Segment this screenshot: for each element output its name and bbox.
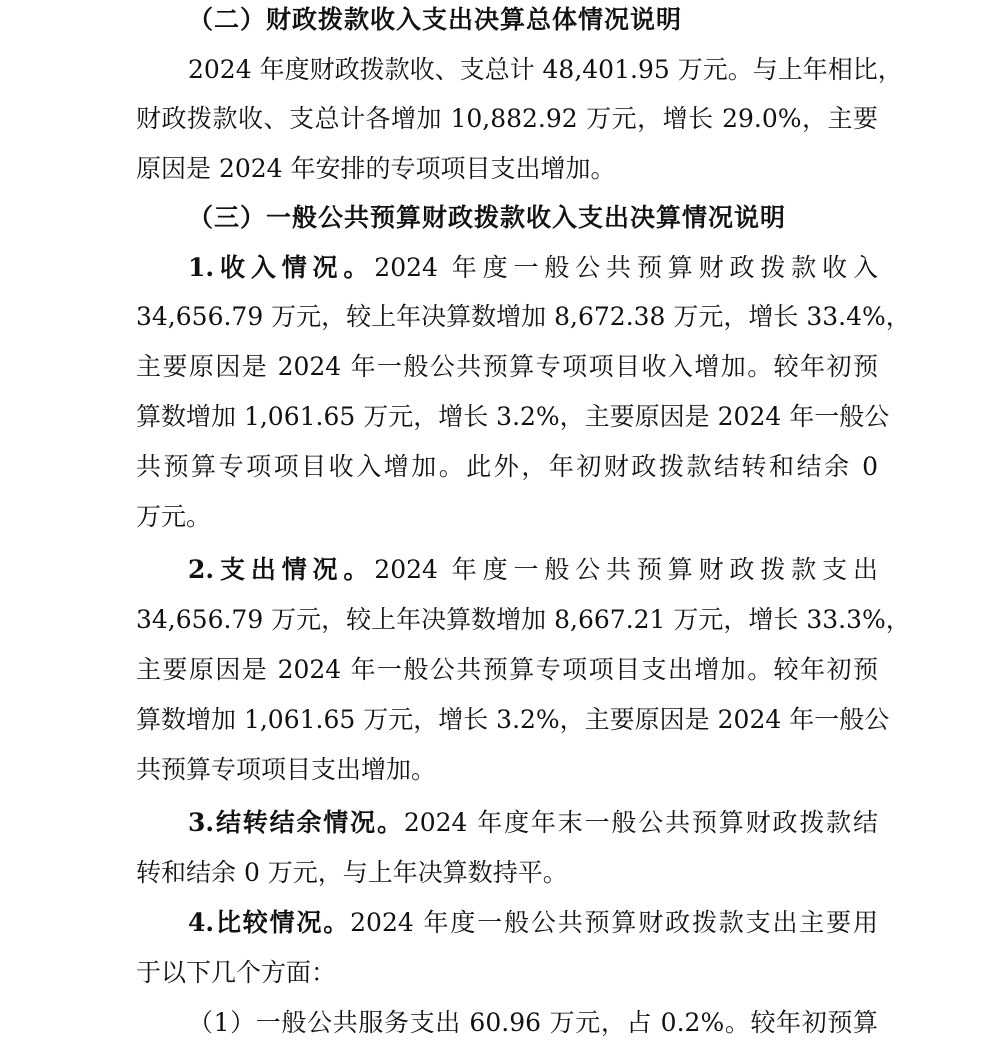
paragraph-line: 共预算专项项目收入增加。此外，年初财政拨款结转和结余 0 xyxy=(136,452,878,481)
paragraph-lead: 2.支出情况。 xyxy=(188,555,375,584)
paragraph-first-rest: 2024 年度一般公共预算财政拨款支出主要用 xyxy=(350,908,878,937)
paragraph-first-rest: 2024 年度年末一般公共预算财政拨款结 xyxy=(403,808,878,837)
paragraph-first-rest: 2024 年度一般公共预算财政拨款支出 xyxy=(374,555,878,584)
paragraph-line: 原因是 2024 年安排的专项项目支出增加。 xyxy=(136,154,616,183)
paragraph-lead: 1.收入情况。 xyxy=(188,253,375,282)
paragraph-line: 算数增加 1,061.65 万元，增长 3.2%，主要原因是 2024 年一般公 xyxy=(136,402,890,431)
list-item-1: （1）一般公共服务支出 60.96 万元，占 0.2%。较年初预算 xyxy=(188,1008,878,1037)
paragraph-line: 算数增加 1,061.65 万元，增长 3.2%，主要原因是 2024 年一般公 xyxy=(136,705,890,734)
paragraph-first-line xyxy=(188,903,878,943)
paragraph-line: 2024 年度财政拨款收、支总计 48,401.95 万元。与上年相比， xyxy=(188,55,903,84)
paragraph-line: 财政拨款收、支总计各增加 10,882.92 万元，增长 29.0%，主要 xyxy=(136,104,878,133)
section-heading-2: （二）财政拨款收入支出决算总体情况说明 xyxy=(188,5,683,34)
paragraph-first-line xyxy=(188,803,878,843)
paragraph-line: 34,656.79 万元，较上年决算数增加 8,672.38 万元，增长 33.4%， xyxy=(136,302,911,331)
paragraph-line: 万元。 xyxy=(136,502,212,531)
paragraph-line: 于以下几个方面： xyxy=(136,958,337,987)
paragraph-line: 主要原因是 2024 年一般公共预算专项项目收入增加。较年初预 xyxy=(136,352,878,381)
paragraph-first-line xyxy=(188,248,878,288)
paragraph-line: 共预算专项项目支出增加。 xyxy=(136,755,437,784)
paragraph-line: 转和结余 0 万元，与上年决算数持平。 xyxy=(136,858,568,887)
paragraph-lead: 4.比较情况。 xyxy=(188,908,351,937)
paragraph-first-line xyxy=(188,550,878,590)
paragraph-lead: 3.结转结余情况。 xyxy=(188,808,404,837)
paragraph-line: 主要原因是 2024 年一般公共预算专项项目支出增加。较年初预 xyxy=(136,655,878,684)
paragraph-first-rest: 2024 年度一般公共预算财政拨款收入 xyxy=(374,253,878,282)
paragraph-line: 34,656.79 万元，较上年决算数增加 8,667.21 万元，增长 33.3%， xyxy=(136,605,911,634)
section-heading-3: （三）一般公共预算财政拨款收入支出决算情况说明 xyxy=(188,203,787,232)
